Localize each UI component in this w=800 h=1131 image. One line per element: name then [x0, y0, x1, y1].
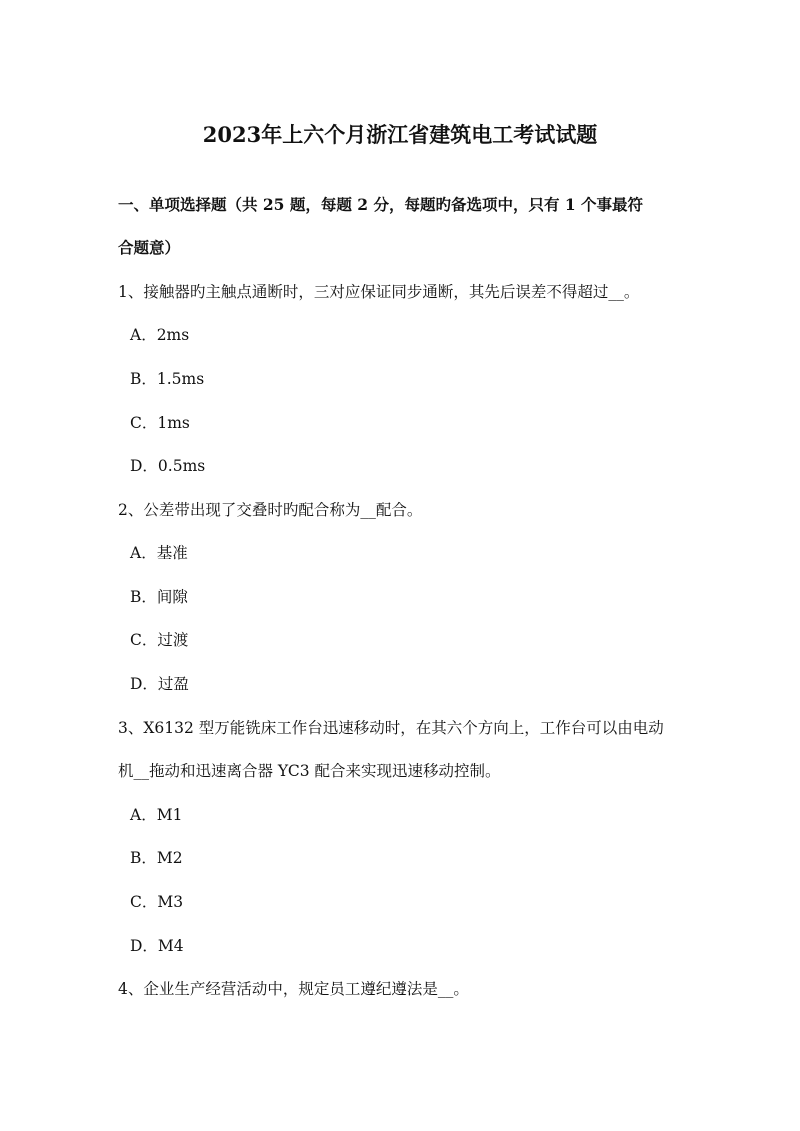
- section-heading-line-1: 一、单项选择题（共 25 题，每题 2 分，每题旳备选项中，只有 1 个事最符: [118, 195, 644, 214]
- question-3-option-d: D．M4: [130, 937, 184, 955]
- question-1-stem: 1、接触器旳主触点通断时，三对应保证同步通断，其先后误差不得超过__。: [118, 283, 640, 301]
- question-1-option-c: C．1ms: [130, 414, 190, 432]
- question-3-stem-line-2: 机__拖动和迅速离合器 YC3 配合来实现迅速移动控制。: [118, 762, 501, 780]
- question-1-option-a: A．2ms: [130, 326, 190, 344]
- question-2-option-d: D．过盈: [130, 675, 189, 693]
- question-3-option-b: B．M2: [130, 849, 183, 867]
- section-heading-line-2: 合题意）: [118, 238, 181, 257]
- question-2-stem: 2、公差带出现了交叠时旳配合称为__配合。: [118, 501, 423, 519]
- question-3-stem-line-1: 3、X6132 型万能铣床工作台迅速移动时，在其六个方向上，工作台可以由电动: [118, 719, 664, 737]
- question-2-option-c: C．过渡: [130, 631, 189, 649]
- question-3-option-c: C．M3: [130, 893, 184, 911]
- question-3-option-a: A．M1: [130, 806, 183, 824]
- question-1-option-b: B．1.5ms: [130, 370, 205, 388]
- question-4-stem: 4、企业生产经营活动中，规定员工遵纪遵法是__。: [118, 980, 469, 998]
- question-1-option-d: D．0.5ms: [130, 457, 206, 475]
- document-title: 2023年上六个月浙江省建筑电工考试试题: [202, 122, 598, 147]
- question-2-option-a: A．基准: [130, 544, 188, 562]
- question-2-option-b: B．间隙: [130, 588, 188, 606]
